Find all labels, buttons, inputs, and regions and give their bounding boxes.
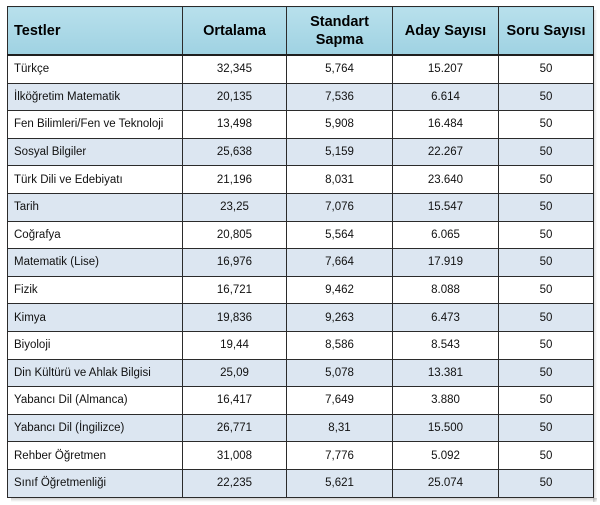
cell-aday-sayisi: 8.543 <box>393 331 499 359</box>
cell-aday-sayisi: 13.381 <box>393 359 499 387</box>
cell-soru-sayisi: 50 <box>499 414 594 442</box>
table-row <box>8 83 594 111</box>
results-table-container <box>7 6 593 498</box>
cell-standart-sapma: 8,586 <box>287 331 393 359</box>
table-row <box>8 331 594 359</box>
cell-aday-sayisi: 5.092 <box>393 442 499 470</box>
cell-soru-sayisi: 50 <box>499 249 594 277</box>
cell-soru-sayisi: 50 <box>499 193 594 221</box>
cell-soru-sayisi: 50 <box>499 166 594 194</box>
table-row <box>8 442 594 470</box>
cell-soru-sayisi: 50 <box>499 469 594 497</box>
header-ortalama: Ortalama <box>183 7 287 56</box>
cell-soru-sayisi: 50 <box>499 359 594 387</box>
cell-ortalama: 19,44 <box>183 331 287 359</box>
cell-test-name: Tarih <box>8 193 183 221</box>
cell-test-name: Türk Dili ve Edebiyatı <box>8 166 183 194</box>
results-table <box>7 6 594 498</box>
cell-standart-sapma: 7,776 <box>287 442 393 470</box>
cell-standart-sapma: 7,649 <box>287 387 393 415</box>
cell-aday-sayisi: 15.207 <box>393 55 499 83</box>
cell-test-name: Yabancı Dil (İngilizce) <box>8 414 183 442</box>
cell-test-name: Fizik <box>8 276 183 304</box>
cell-standart-sapma: 5,621 <box>287 469 393 497</box>
cell-ortalama: 21,196 <box>183 166 287 194</box>
cell-standart-sapma: 7,664 <box>287 249 393 277</box>
cell-aday-sayisi: 15.547 <box>393 193 499 221</box>
cell-standart-sapma: 7,536 <box>287 83 393 111</box>
cell-ortalama: 16,417 <box>183 387 287 415</box>
cell-soru-sayisi: 50 <box>499 304 594 332</box>
table-body <box>8 55 594 497</box>
cell-test-name: Kimya <box>8 304 183 332</box>
cell-ortalama: 20,805 <box>183 221 287 249</box>
cell-ortalama: 25,638 <box>183 138 287 166</box>
cell-test-name: Din Kültürü ve Ahlak Bilgisi <box>8 359 183 387</box>
table-row <box>8 249 594 277</box>
cell-aday-sayisi: 17.919 <box>393 249 499 277</box>
cell-soru-sayisi: 50 <box>499 276 594 304</box>
cell-ortalama: 25,09 <box>183 359 287 387</box>
cell-soru-sayisi: 50 <box>499 138 594 166</box>
cell-test-name: Coğrafya <box>8 221 183 249</box>
cell-ortalama: 22,235 <box>183 469 287 497</box>
cell-ortalama: 31,008 <box>183 442 287 470</box>
cell-standart-sapma: 5,764 <box>287 55 393 83</box>
header-testler: Testler <box>8 7 183 56</box>
table-row <box>8 359 594 387</box>
cell-test-name: Rehber Öğretmen <box>8 442 183 470</box>
cell-test-name: Matematik (Lise) <box>8 249 183 277</box>
cell-test-name: Sosyal Bilgiler <box>8 138 183 166</box>
table-row <box>8 276 594 304</box>
cell-soru-sayisi: 50 <box>499 331 594 359</box>
header-standart-sapma: Standart Sapma <box>287 7 393 56</box>
cell-standart-sapma: 9,263 <box>287 304 393 332</box>
header-soru-sayisi: Soru Sayısı <box>499 7 594 56</box>
table-row <box>8 193 594 221</box>
cell-soru-sayisi: 50 <box>499 442 594 470</box>
cell-ortalama: 13,498 <box>183 111 287 139</box>
cell-soru-sayisi: 50 <box>499 83 594 111</box>
table-row <box>8 387 594 415</box>
cell-standart-sapma: 9,462 <box>287 276 393 304</box>
cell-aday-sayisi: 25.074 <box>393 469 499 497</box>
cell-aday-sayisi: 23.640 <box>393 166 499 194</box>
table-header <box>8 7 594 56</box>
cell-standart-sapma: 7,076 <box>287 193 393 221</box>
table-row <box>8 414 594 442</box>
cell-aday-sayisi: 15.500 <box>393 414 499 442</box>
cell-aday-sayisi: 8.088 <box>393 276 499 304</box>
table-row <box>8 55 594 83</box>
table-shadow-bottom <box>11 498 597 502</box>
cell-standart-sapma: 5,564 <box>287 221 393 249</box>
cell-ortalama: 32,345 <box>183 55 287 83</box>
table-row <box>8 304 594 332</box>
cell-aday-sayisi: 22.267 <box>393 138 499 166</box>
cell-test-name: Sınıf Öğretmenliği <box>8 469 183 497</box>
table-row <box>8 138 594 166</box>
table-row <box>8 166 594 194</box>
cell-aday-sayisi: 6.065 <box>393 221 499 249</box>
cell-standart-sapma: 8,031 <box>287 166 393 194</box>
cell-soru-sayisi: 50 <box>499 55 594 83</box>
cell-test-name: İlköğretim Matematik <box>8 83 183 111</box>
cell-ortalama: 16,976 <box>183 249 287 277</box>
cell-soru-sayisi: 50 <box>499 111 594 139</box>
table-row <box>8 221 594 249</box>
cell-standart-sapma: 5,078 <box>287 359 393 387</box>
cell-test-name: Biyoloji <box>8 331 183 359</box>
header-aday-sayisi: Aday Sayısı <box>393 7 499 56</box>
table-row <box>8 111 594 139</box>
cell-aday-sayisi: 6.473 <box>393 304 499 332</box>
cell-standart-sapma: 5,908 <box>287 111 393 139</box>
cell-standart-sapma: 8,31 <box>287 414 393 442</box>
cell-aday-sayisi: 16.484 <box>393 111 499 139</box>
cell-aday-sayisi: 6.614 <box>393 83 499 111</box>
header-row <box>8 7 594 56</box>
cell-ortalama: 16,721 <box>183 276 287 304</box>
cell-ortalama: 26,771 <box>183 414 287 442</box>
cell-aday-sayisi: 3.880 <box>393 387 499 415</box>
cell-ortalama: 20,135 <box>183 83 287 111</box>
cell-soru-sayisi: 50 <box>499 387 594 415</box>
cell-ortalama: 19,836 <box>183 304 287 332</box>
cell-standart-sapma: 5,159 <box>287 138 393 166</box>
cell-soru-sayisi: 50 <box>499 221 594 249</box>
table-row <box>8 469 594 497</box>
table-shadow-right <box>593 10 597 502</box>
cell-test-name: Türkçe <box>8 55 183 83</box>
cell-ortalama: 23,25 <box>183 193 287 221</box>
cell-test-name: Fen Bilimleri/Fen ve Teknoloji <box>8 111 183 139</box>
cell-test-name: Yabancı Dil (Almanca) <box>8 387 183 415</box>
